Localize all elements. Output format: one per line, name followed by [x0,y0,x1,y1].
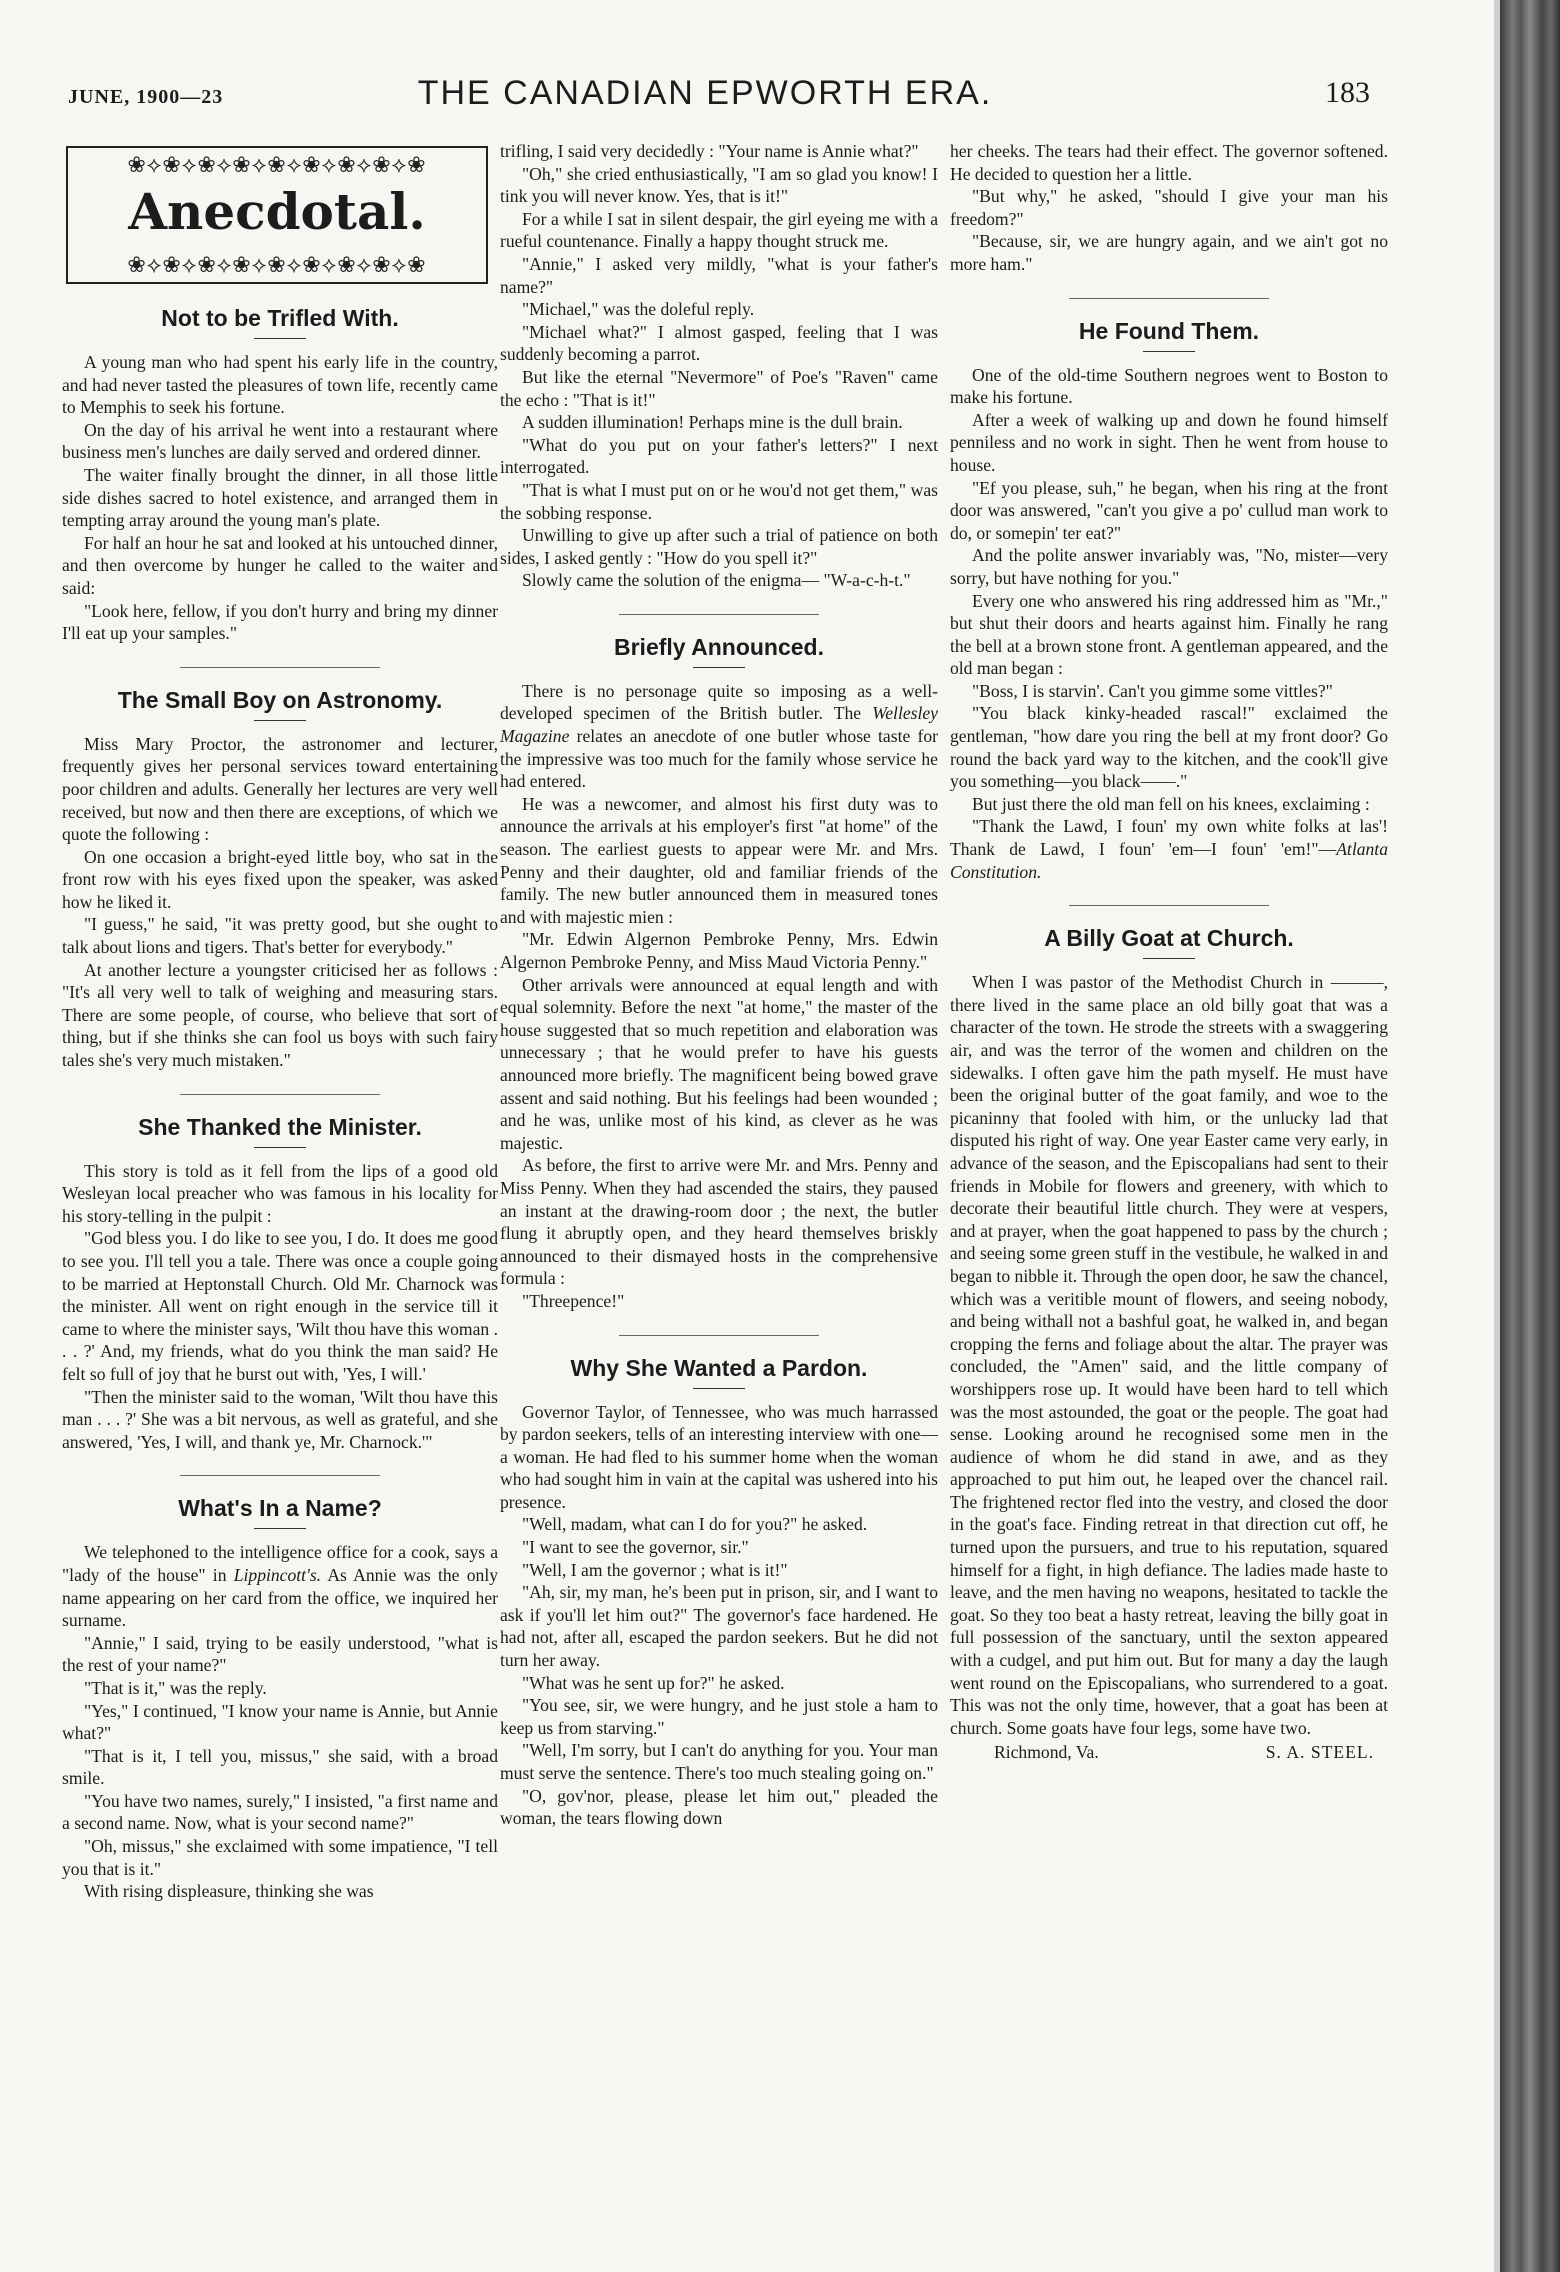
paragraph: "You see, sir, we were hungry, and he just stole a ham to keep us from starving." [500,1695,938,1738]
section-divider [1069,298,1269,299]
paragraph: "Annie," I said, trying to be easily understood, "what is the rest of your name?" [62,1632,498,1676]
publication-name: Atlanta Constitution. [950,839,1388,882]
publication-name: Lippincott's. [233,1564,322,1585]
paragraph: Slowly came the solution of the enigma— "W-a-c-h-t." [522,570,911,591]
paragraph: "Ah, sir, my man, he's been put in prison, sir, and I want to ask if you'll let him out?" The governor's face hardened. He had not, after all, escaped the pardon seekers. But he did not turn her away. [500,1582,938,1671]
banner-ornament-top: ❀⟡❀⟡❀⟡❀⟡❀⟡❀⟡❀⟡❀⟡❀ [127,154,427,176]
paragraph: "Well, I'm sorry, but I can't do anything for you. Your man must serve the sentence. There's too much stealing going on." [500,1740,938,1783]
paragraph: A young man who had spent his early life in the country, and had never tasted the pleasures of town life, recently came to Memphis to seek his fortune. [62,352,498,418]
article-title: Not to be Trifled With. [161,305,399,331]
paragraph: "You black kinky-headed rascal!" exclaimed the gentleman, "how dare you ring the bell at my front door? Go round the back yard way to the kitchen, and the cook'll give you something—you black——." [950,703,1388,792]
publication-name: Wellesley Magazine [500,703,938,747]
issue-date: JUNE, 1900—23 [68,86,224,108]
paragraph: For a while I sat in silent despair, the girl eyeing me with a rueful countenance. Finally a happy thought struck me. [500,208,938,252]
paragraph: "What was he sent up for?" he asked. [522,1672,785,1693]
paragraph: "Boss, I is starvin'. Can't you gimme some vittles?" [972,680,1333,701]
text-run: As Annie was the only name appearing on her card from the office, we inquired her surname. [62,1564,499,1631]
paragraph: "Ef you please, suh," he began, when his ring at the front door was answered, "can't you give a po' cullud man work to do, or somepin' ter eat?" [950,477,1388,543]
title-rule [693,667,745,668]
paragraph: But just there the old man fell on his knees, exclaiming : [972,793,1370,814]
paragraph: "What do you put on your father's letters?" I next interrogated. [500,434,938,478]
paragraph: "Oh, missus," she exclaimed with some impatience, "I tell you that is it." [62,1836,498,1879]
section-divider [180,1094,380,1095]
paragraph: This story is told as it fell from the lips of a good old Wesleyan local preacher who was famous in his locality for his story-telling in the pulpit : [62,1160,498,1226]
paragraph: trifling, I said very decidedly : "Your name is Annie what?" [500,141,919,161]
paragraph: Every one who answered his ring addressed him as "Mr.," but shut their doors and hearts against him. Finally he rang the bell at a brown stone front. A gentleman appeared, and the old man began : [950,590,1388,679]
paragraph: Other arrivals were announced at equal length and with equal solemnity. Before the next "at home," the master of the house suggested that so much repetition and elaboration was unnecessary ; that he would prefer to have his guests announced more briefly. The magnificent being bowed grave assent and said nothing. But his feelings had been wounded ; and he was, unlike most of his kind, as clever as he was majestic. [500,974,938,1153]
title-rule [254,338,306,339]
article-title: He Found Them. [1078,317,1260,344]
paragraph: "I want to see the governor, sir." [522,1537,749,1558]
paragraph: "Look here, fellow, if you don't hurry and bring my dinner I'll eat up your samples." [62,600,498,644]
title-rule [254,720,306,721]
paragraph: Governor Taylor, of Tennessee, who was much harrassed by pardon seekers, tells of an interesting interview with one—a woman. He had fled to his summer home when the woman who had sought him in vain at the capital was ushered into his presence. [500,1401,938,1512]
paragraph: The waiter finally brought the dinner, in all those little side dishes sacred to hotel existence, and arranged them in tempting array around the young man's plate. [62,464,498,531]
banner-title: Anecdotal. [128,182,426,241]
page-number: 183 [1325,76,1370,109]
column-2 [500,140,938,1830]
paragraph: Unwilling to give up after such a trial of patience on both sides, I asked gently : "How do you spell it?" [500,525,938,568]
paragraph: "Michael," was the doleful reply. [522,299,755,320]
article-title: What's In a Name? [178,1495,382,1522]
title-rule [693,1388,745,1389]
paragraph: For half an hour he sat and looked at his untouched dinner, and then overcome by hunger he called to the waiter and said: [62,532,498,598]
paragraph [950,815,1388,883]
article-title: She Thanked the Minister. [138,1113,422,1140]
paragraph: On the day of his arrival he went into a restaurant where business men's lunches are daily served and ordered dinner. [62,419,498,463]
paragraph: He was a newcomer, and almost his first duty was to announce the arrivals at his employer's first "at home" of the season. The earliest guests to appear were Mr. and Mrs. Penny and their daughter, old and familiar friends of the family. The new butler announced them in measured tones and with majestic mien : [500,793,938,927]
section-banner [62,140,492,290]
paragraph: A sudden illumination! Perhaps mine is the dull brain. [522,412,903,433]
paragraph: "Mr. Edwin Algernon Pembroke Penny, Mrs. Edwin Algernon Pembroke Penny, and Miss Maud Victoria Penny." [500,929,938,972]
paragraph: "O, gov'nor, please, please let him out," pleaded the woman, the tears flowing down [500,1785,938,1829]
text-run: "Thank the Lawd, I foun' my own white folks at las'! Thank de Lawd, I foun' 'em—I foun' 'em!"— [950,816,1388,860]
section-divider [180,667,380,668]
paragraph: "That is it, I tell you, missus," she said, with a broad smile. [62,1745,498,1789]
text-run: relates an anecdote of one butler whose taste for the impressive was too much for the family whose service he had entered. [500,726,938,792]
paragraph: "That is it," was the reply. [84,1677,267,1698]
text-run: We telephoned to the intelligence office for a cook, says a "lady of the house" in [62,1542,498,1585]
paragraph: One of the old-time Southern negroes went to Boston to make his fortune. [950,364,1388,408]
paragraph: On one occasion a bright-eyed little boy, who sat in the front row with his eyes fixed upon the speaker, was asked how he liked it. [62,846,498,912]
section-divider [619,1335,819,1336]
paragraph: After a week of walking up and down he found himself penniless and no work in sight. Then he went from house to house. [950,409,1388,475]
paragraph: her cheeks. The tears had their effect. The governor softened. He decided to question her a little. [950,141,1388,184]
paragraph: "Yes," I continued, "I know your name is Annie, but Annie what?" [62,1700,498,1744]
article-title: The Small Boy on Astronomy. [117,686,443,713]
paragraph: As before, the first to arrive were Mr. and Mrs. Penny and Miss Penny. When they had ascended the stairs, they paused an instant at the drawing-room door ; the next, the butler flung it abruptly open, and they heard themselves briskly announced to their dismayed hosts in the comprehensive formula : [500,1155,938,1289]
paragraph: "But why," he asked, "should I give your man his freedom?" [950,186,1388,229]
paragraph: "Well, I am the governor ; what is it!" [522,1559,788,1580]
title-rule [1143,958,1195,959]
paragraph: When I was pastor of the Methodist Church in ———, there lived in the same place an old billy goat that was a character of the town. He strode the streets with a swaggering air, and was the terror of the women and children on the sidewalks. I often gave him the path myself. He must have been the original butter of the goat family, and woe to the picaninny that fooled with him, or the unlucky lad that disputed his right of way. One year Easter came very early, in advance of the season, and the Episcopalians had sent to their friends in Mobile for flowers and greenery, with which to decorate their beautiful little church. They were at vespers, and at prayer, when the goat happened to pass by the church ; and seeing some green stuff in the vestibule, he walked in and began to nibble it. Through the open door, he saw the chancel, which was a veritible mount of flowers, and seeing nobody, and being withall not a bashful goat, he walked in, and began cropping the ferns and foliage about the altar. The prayer was concluded, the "Amen" said, and the little company of worshippers rose up. It would have been hard to tell which was the most astounded, the goat or the people. The goat had sense. Looking around he recognised some men in the audience of whom he did stand in awe, and as they approached to put him out, he leaped over the chancel rail. The frightened rector fled into the vestry, and closed the door in the goat's face. Finding retreat in that direction cut off, he turned upon the pursuers, and true to his reputation, squared himself for a fight, in high defiance. The ladies made haste to leave, and the men having no weapons, hesitated to tackle the goat. So they too beat a hasty retreat, leaving the billy goat in full possession of the sanctuary, until the sexton appeared with a cudgel, and put him out. But for many a day the laugh went round on the Episcopalians, who surrendered to a goat. This was not the only time, however, that a goat has been at church. Some goats have four legs, some have two. [950,972,1388,1738]
paragraph: With rising displeasure, thinking she was [84,1881,374,1902]
text-run: There is no personage quite so imposing as a well-developed specimen of the British butler. The [500,680,938,724]
book-spine [1500,0,1560,2272]
paragraph: But like the eternal "Nevermore" of Poe's "Raven" came the echo : "That is it!" [500,366,938,410]
paragraph: Miss Mary Proctor, the astronomer and lecturer, frequently gives her personal services toward entertaining poor children and adults. Generally her lectures are very well received, but now and then there are exceptions, of which we quote the following : [62,733,498,845]
paragraph: And the polite answer invariably was, "No, mister—very sorry, but have nothing for you." [950,545,1388,588]
paragraph: "Then the minister said to the woman, 'Wilt thou have this man . . . ?' She was a bit nervous, as well as grateful, and she answered, 'Yes, I will, and thank ye, Mr. Charnock.'" [62,1386,498,1452]
column-1 [62,140,498,1903]
paragraph: "I guess," he said, "it was pretty good, but she ought to talk about lions and tigers. That's better for everybody." [62,914,498,958]
paragraph: "You have two names, surely," I insisted, "a first name and a second name. Now, what is your second name?" [62,1790,498,1834]
byline [950,1741,1388,1764]
paragraph: "Threepence!" [522,1290,625,1311]
title-rule [254,1528,306,1529]
title-rule [1143,351,1195,352]
title-rule [254,1147,306,1148]
publication-title: THE CANADIAN EPWORTH ERA. [417,74,993,112]
paragraph: At another lecture a youngster criticised her as follows : "It's all very well to talk of weighing and measuring stars. There are some people, of course, who believe that sort of thing, but if she thinks she can fool us boys with such fairy tales she's very much mistaken." [62,959,498,1071]
section-divider [180,1475,380,1476]
article-title: A Billy Goat at Church. [1044,925,1294,952]
paragraph: "Oh," she cried enthusiastically, "I am so glad you know! I tink you will never know. Yes, that is it!" [500,163,938,207]
page-header [40,70,1370,120]
paragraph [62,1541,498,1631]
paragraph: "God bless you. I do like to see you, I do. It does me good to see you. I'll tell you a tale. There was once a couple going to be married at Heptonstall Church. Old Mr. Charnock was the minister. All went on right enough in the service till it came to where the minister says, 'Wilt thou have this woman . . . ?' And, my friends, what do you think the man said? He felt so full of joy that he burst out with, 'Yes, I will.' [62,1228,498,1384]
paragraph: "Annie," I asked very mildly, "what is your father's name?" [500,253,938,297]
article-title: Briefly Announced. [614,633,824,660]
paragraph: "That is what I must put on or he wou'd not get them," was the sobbing response. [500,479,938,523]
column-3 [950,140,1388,1764]
banner-ornament-bottom: ❀⟡❀⟡❀⟡❀⟡❀⟡❀⟡❀⟡❀⟡❀ [127,254,427,276]
paragraph: "Well, madam, what can I do for you?" he asked. [522,1514,868,1535]
section-divider [619,614,819,615]
section-divider [1069,905,1269,906]
article-title: Why She Wanted a Pardon. [570,1354,868,1381]
byline-place: Richmond, Va. [994,1742,1099,1763]
paragraph [500,680,938,793]
paragraph: "Because, sir, we are hungry again, and we ain't got no more ham." [950,231,1388,274]
paragraph: "Michael what?" I almost gasped, feeling that I was suddenly becoming a parrot. [500,321,938,365]
byline-author: S. A. STEEL. [1265,1742,1374,1763]
